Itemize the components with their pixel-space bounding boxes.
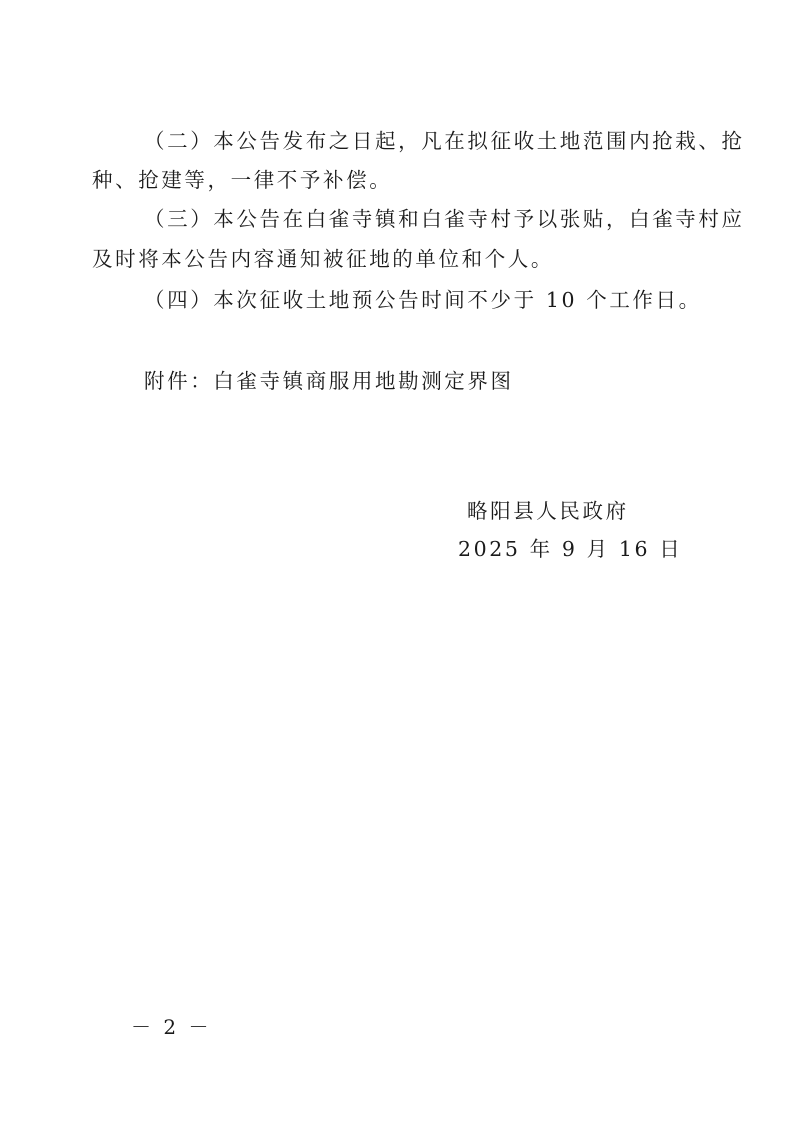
item-2-line-2: 种、抢建等，一律不予补偿。	[92, 168, 393, 192]
attachment-line: 附件：白雀寺镇商服用地勘测定界图	[144, 369, 514, 393]
item-3-line-1: （三）本公告在白雀寺镇和白雀寺村予以张贴，白雀寺村应	[144, 207, 745, 231]
issuer-name: 略阳县人民政府	[467, 499, 629, 523]
item-2-line-1: （二）本公告发布之日起，凡在拟征收土地范围内抢栽、抢	[144, 129, 745, 153]
page-number: － 2 －	[131, 1015, 212, 1039]
issue-date: 2025 年 9 月 16 日	[458, 537, 683, 561]
item-3-line-2: 及时将本公告内容通知被征地的单位和个人。	[92, 247, 554, 271]
item-4: （四）本次征收土地预公告时间不少于 10 个工作日。	[144, 288, 702, 312]
